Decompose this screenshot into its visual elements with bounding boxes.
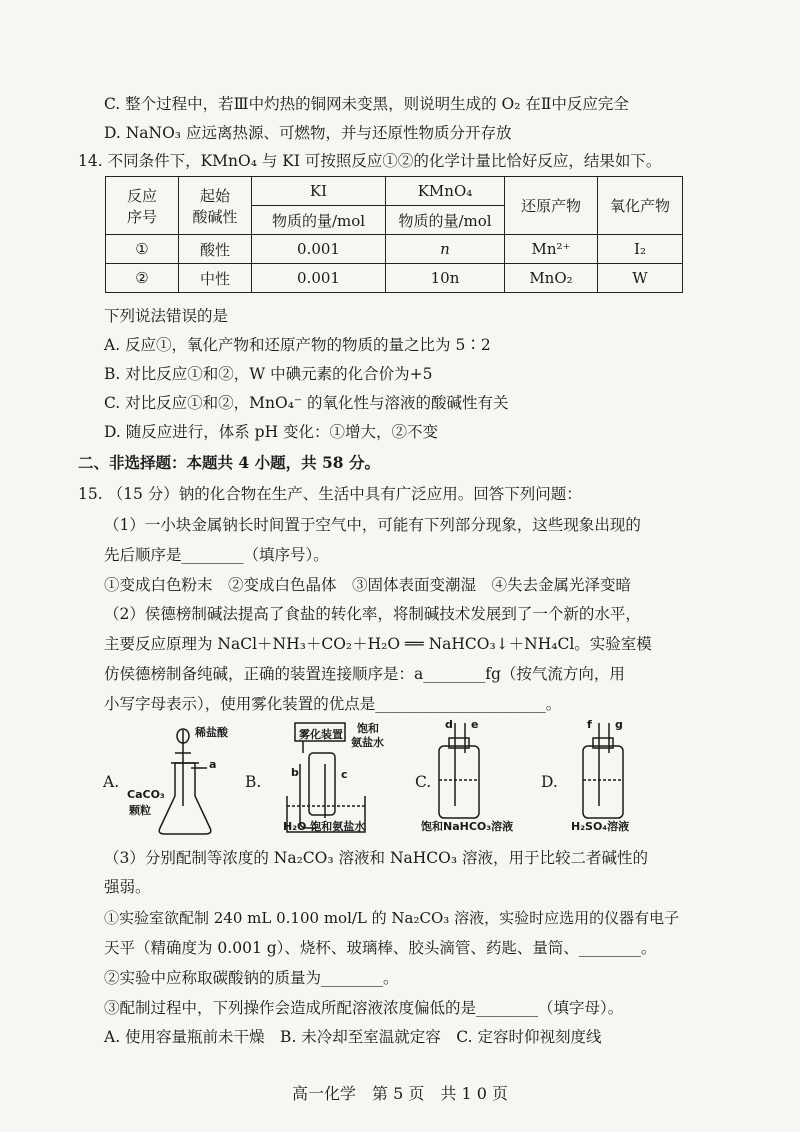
cell-reduced: MnO₂ <box>505 264 598 293</box>
apparatus-c-port-e: e <box>471 718 479 731</box>
question-14-title: 14. 不同条件下，KMnO₄ 与 KI 可按照反应①②的化学计量比恰好反应，结果如下。 <box>78 152 662 170</box>
q15-part3-options: A. 使用容量瓶前未干燥 B. 未冷却至室温就定容 C. 定容时仰视刻度线 <box>104 1028 602 1046</box>
q15-part2-line3: 仿侯德榜制备纯碱，正确的装置连接顺序是：a________fg（按气流方向，用 <box>104 665 625 683</box>
question-14-stem: 下列说法错误的是 <box>104 307 229 325</box>
cell-acidity: 酸性 <box>179 235 252 264</box>
option-14a: A. 反应①，氧化产物和还原产物的物质的量之比为 5∶2 <box>104 336 491 354</box>
header-kmno4: KMnO₄ <box>386 177 505 206</box>
option-13c: C. 整个过程中，若Ⅲ中灼热的铜网未变黑，则说明生成的 O₂ 在Ⅱ中反应完全 <box>104 95 629 113</box>
table-row <box>106 235 683 264</box>
apparatus-b-reagent-top-2: 氨盐水 <box>351 736 384 749</box>
q15-part1-options: ①变成白色粉末 ②变成白色晶体 ③固体表面变潮湿 ④失去金属光泽变暗 <box>104 576 632 594</box>
apparatus-d-port-f: f <box>587 718 592 731</box>
apparatus-b-reagent-top-1: 饱和 <box>357 722 379 735</box>
apparatus-d-reagent: H₂SO₄溶液 <box>571 820 630 833</box>
table-row <box>106 264 683 293</box>
cell-no: ① <box>106 235 179 264</box>
page-footer: 高一化学 第 5 页 共 1 0 页 <box>292 1084 508 1103</box>
header-ki-unit: 物质的量/mol <box>252 206 386 235</box>
q15-part3-line6: ③配制过程中，下列操作会造成所配溶液浓度偏低的是________（填字母）。 <box>104 999 624 1017</box>
cell-kmno4: n <box>386 235 505 264</box>
apparatus-figure <box>95 718 695 843</box>
question-14-table <box>105 176 683 293</box>
cell-ki: 0.001 <box>252 235 386 264</box>
cell-oxidized: W <box>598 264 683 293</box>
apparatus-d-bottle <box>583 746 623 818</box>
q15-part3-line2: 强弱。 <box>104 878 151 896</box>
apparatus-b-bottom-label: H₂O 饱和氨盐水 <box>283 820 366 833</box>
header-reduced: 还原产物 <box>505 177 598 235</box>
question-15-title: 15. （15 分）钠的化合物在生产、生活中具有广泛应用。回答下列问题： <box>78 485 582 503</box>
option-14c: C. 对比反应①和②，MnO₄⁻ 的氧化性与溶液的酸碱性有关 <box>104 394 509 412</box>
apparatus-a-letter: A. <box>103 773 120 791</box>
header-oxidized: 氧化产物 <box>598 177 683 235</box>
header-ki: KI <box>252 177 386 206</box>
cell-kmno4: 10n <box>386 264 505 293</box>
apparatus-c-letter: C. <box>415 773 432 791</box>
apparatus-b-port-b: b <box>291 766 299 779</box>
apparatus-d-port-g: g <box>615 718 623 731</box>
option-14d: D. 随反应进行，体系 pH 变化：①增大，②不变 <box>104 423 439 441</box>
q15-part3-line5: ②实验中应称取碳酸钠的质量为________。 <box>104 969 399 987</box>
apparatus-c-reagent: 饱和NaHCO₃溶液 <box>421 820 514 833</box>
header-acidity: 起始 酸碱性 <box>179 177 252 235</box>
cell-ki: 0.001 <box>252 264 386 293</box>
apparatus-a-flask <box>159 763 211 834</box>
q15-part3-line4: 天平（精确度为 0.001 g）、烧杯、玻璃棒、胶头滴管、药匙、量筒、________。 <box>104 939 657 957</box>
section-2-heading: 二、非选择题：本题共 4 小题，共 58 分。 <box>78 453 380 472</box>
apparatus-a-port: a <box>209 758 217 771</box>
apparatus-c-bottle <box>439 746 479 818</box>
apparatus-b-letter: B. <box>245 773 262 791</box>
q15-part1-line2: 先后顺序是________（填序号）。 <box>104 546 329 564</box>
header-reaction: 反应 序号 <box>106 177 179 235</box>
cell-reduced: Mn²⁺ <box>505 235 598 264</box>
q15-part3-line3: ①实验室欲配制 240 mL 0.100 mol/L 的 Na₂CO₃ 溶液，实验时应选用的仪器有电子 <box>104 909 680 927</box>
cell-no: ② <box>106 264 179 293</box>
option-14b: B. 对比反应①和②，W 中碘元素的化合价为+5 <box>104 365 433 383</box>
cell-acidity: 中性 <box>179 264 252 293</box>
q15-part3-line1: （3）分别配制等浓度的 Na₂CO₃ 溶液和 NaHCO₃ 溶液，用于比较二者碱性的 <box>104 849 648 867</box>
apparatus-c-port-d: d <box>445 718 453 731</box>
option-13d: D. NaNO₃ 应远离热源、可燃物，并与还原性物质分开存放 <box>104 124 512 142</box>
apparatus-a-reagent-top: 稀盐酸 <box>195 726 228 739</box>
q15-part2-line4: 小写字母表示），使用雾化装置的优点是______________________。 <box>104 695 562 713</box>
apparatus-b-port-c: c <box>341 768 348 781</box>
apparatus-d-letter: D. <box>541 773 558 791</box>
apparatus-a-reagent-bottom-2: 颗粒 <box>129 804 151 817</box>
header-kmno4-unit: 物质的量/mol <box>386 206 505 235</box>
q15-part1-line1: （1）一小块金属钠长时间置于空气中，可能有下列部分现象，这些现象出现的 <box>104 516 641 534</box>
cell-oxidized: I₂ <box>598 235 683 264</box>
apparatus-b-device: 雾化装置 <box>299 728 343 741</box>
q15-part2-line1: （2）侯德榜制碱法提高了食盐的转化率，将制碱技术发展到了一个新的水平， <box>104 605 641 623</box>
apparatus-a-reagent-bottom-1: CaCO₃ <box>127 788 165 801</box>
q15-part2-line2: 主要反应原理为 NaCl＋NH₃＋CO₂＋H₂O ══ NaHCO₃↓＋NH₄Cl。实验室模 <box>104 635 652 653</box>
